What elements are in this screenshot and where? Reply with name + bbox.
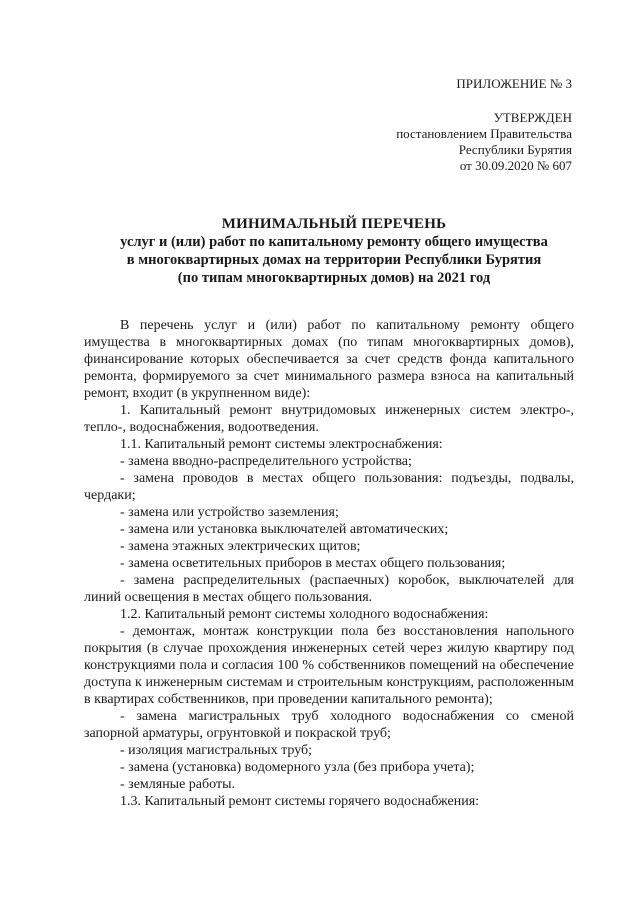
approval-block bbox=[396, 110, 572, 174]
title-main: МИНИМАЛЬНЫЙ ПЕРЕЧЕНЬ bbox=[221, 216, 447, 232]
body-paragraph: - замена (установка) водомерного узла (без прибора учета); bbox=[120, 760, 475, 775]
body-paragraph: 1. Капитальный ремонт внутридомовых инженерных систем электро-, тепло-, водоснабжения, водоотведения. bbox=[84, 403, 574, 435]
document-title bbox=[84, 215, 584, 287]
appendix-number: ПРИЛОЖЕНИЕ № 3 bbox=[456, 76, 572, 91]
body-paragraph: - земляные работы. bbox=[120, 777, 235, 792]
approved-by-line-2: Республики Бурятия bbox=[458, 142, 572, 157]
body-paragraph: - изоляция магистральных труб; bbox=[120, 743, 313, 758]
body-paragraph: - замена этажных электрических щитов; bbox=[120, 539, 361, 554]
body-paragraph: - замена или установка выключателей автоматических; bbox=[120, 522, 449, 537]
body-paragraph: - демонтаж, монтаж конструкции пола без восстановления напольного покрытия (в случае прохождения инженерных сетей через жилую квартиру под конструкциями пола и согласия 100 % собственников помещений на обеспечение доступа к инженерным системам и строительным конструкциям, расположенным в квартирах собственников, при проведении капитального ремонта); bbox=[84, 624, 574, 707]
body-paragraph: - замена или устройство заземления; bbox=[120, 505, 339, 520]
body-paragraph: 1.2. Капитальный ремонт системы холодного водоснабжения: bbox=[120, 607, 489, 622]
body-paragraph: - замена проводов в местах общего пользования: подъезды, подвалы, чердаки; bbox=[84, 471, 574, 503]
approved-date: от 30.09.2020 № 607 bbox=[459, 158, 572, 173]
title-line-2: в многоквартирных домах на территории Республики Бурятия bbox=[126, 252, 542, 268]
body-paragraph: 1.3. Капитальный ремонт системы горячего водоснабжения: bbox=[120, 794, 480, 809]
body-paragraph: - замена вводно-распределительного устройства; bbox=[120, 454, 412, 469]
body-paragraph: - замена осветительных приборов в местах общего пользования; bbox=[120, 556, 506, 571]
body-paragraph: В перечень услуг и (или) работ по капитальному ремонту общего имущества в многоквартирных домах (по типам многоквартирных домов), финансирование которых обеспечивается за счет средств фонда капитального ремонта, формируемого за счет минимального размера взноса на капитальный ремонт, входит (в укрупненном виде): bbox=[84, 318, 574, 401]
body-paragraph: 1.1. Капитальный ремонт системы электроснабжения: bbox=[120, 437, 443, 452]
document-body bbox=[84, 317, 574, 810]
approved-label: УТВЕРЖДЕН bbox=[493, 110, 572, 125]
approved-by-line-1: постановлением Правительства bbox=[396, 126, 572, 141]
title-line-3: (по типам многоквартирных домов) на 2021 год bbox=[177, 270, 491, 286]
title-line-1: услуг и (или) работ по капитальному ремонту общего имущества bbox=[120, 234, 548, 250]
body-paragraph: - замена распределительных (распаечных) коробок, выключателей для линий освещения в местах общего пользования. bbox=[84, 573, 574, 605]
body-paragraph: - замена магистральных труб холодного водоснабжения со сменой запорной арматуры, огрунтовкой и покраской труб; bbox=[84, 709, 574, 741]
